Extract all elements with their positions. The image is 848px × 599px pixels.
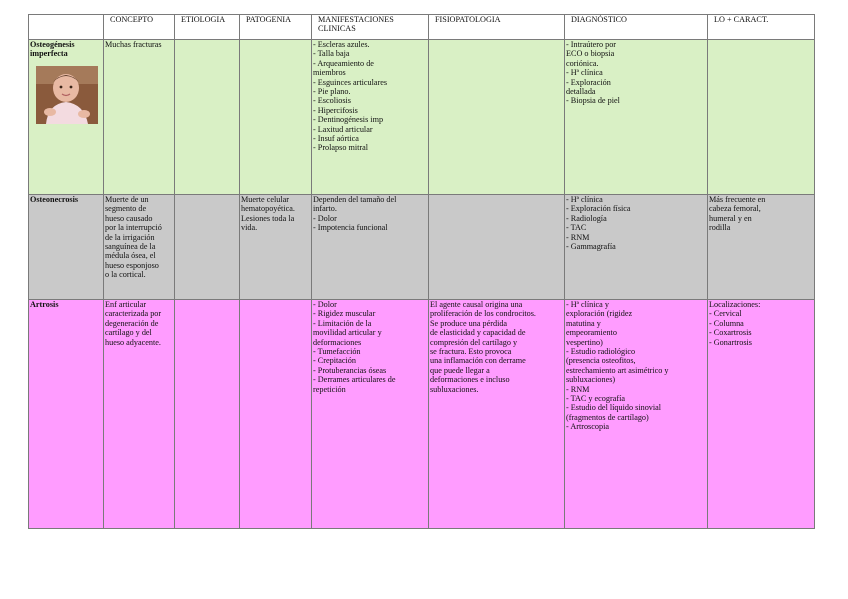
header-empty <box>29 15 104 40</box>
cell-line: - Coxartrosis <box>709 328 752 338</box>
disease-name-cell <box>29 300 104 529</box>
cell-line: - Hipercifosis <box>313 105 358 115</box>
fisiopatologia-cell <box>429 40 565 195</box>
cell-line: - Esguinces articulares <box>313 77 388 87</box>
cell-line: - Dentinogénesis imp <box>313 115 384 125</box>
cell-line: hueso causado <box>105 213 153 223</box>
cell-line: exploración (rigidez <box>566 309 633 319</box>
pathology-table <box>28 14 815 529</box>
cell-line: infarto. <box>313 204 337 214</box>
manifestaciones-cell <box>312 40 429 195</box>
cell-line: subluxaciones) <box>566 375 616 385</box>
cell-line: Se produce una pérdida <box>430 318 508 328</box>
cell-line: caracterizada por <box>105 309 162 319</box>
cell-line: Localizaciones: <box>709 300 761 309</box>
cell-line: - Impotencia funcional <box>313 223 388 233</box>
cell-line: por la interrupció <box>105 223 162 233</box>
cell-line: matutina y <box>566 318 601 328</box>
cell-line: - Hª clínica <box>566 195 603 204</box>
header-concepto: CONCEPTO <box>104 15 175 40</box>
cell-line: - RNM <box>566 232 590 242</box>
cell-line: - Intraútero por <box>566 40 617 49</box>
concepto-cell <box>104 40 175 195</box>
cell-line: Dependen del tamaño del <box>313 195 397 204</box>
cell-line: - Talla baja <box>313 49 350 59</box>
cell-line: proliferación de los condrocitos. <box>430 309 536 319</box>
cell-line: hueso esponjoso <box>105 260 159 270</box>
cell-line: - Radiología <box>566 213 607 223</box>
cell-line: Osteogénesis <box>30 40 75 49</box>
cell-line: - Rigidez muscular <box>313 309 376 319</box>
disease-name-cell <box>29 195 104 300</box>
cell-line: - Gammagrafía <box>566 242 616 252</box>
patogenia-cell <box>240 195 312 300</box>
cell-line: Muerte celular <box>241 195 289 204</box>
cell-line: (fragmentos de cartílago) <box>566 412 649 422</box>
cell-line: detallada <box>566 87 596 97</box>
baby-photo <box>36 66 98 124</box>
header-caract: LO + CARACT. <box>708 15 815 40</box>
cell-line: Lesiones toda la <box>241 213 295 223</box>
cell-line: se fractura. Esto provoca <box>430 347 512 357</box>
etiologia-cell <box>175 40 240 195</box>
diagnostico-cell <box>565 300 708 529</box>
cell-line: - Protuberancias óseas <box>313 365 387 375</box>
etiologia-cell <box>175 300 240 529</box>
cell-line: - Escleras azules. <box>313 40 370 49</box>
cell-line: cabeza femoral, <box>709 204 761 214</box>
cell-line: - Exploración <box>566 77 611 87</box>
cell-line: humeral y en <box>709 213 752 223</box>
cell-line: Más frecuente en <box>709 195 766 204</box>
cell-line: - Arqueamiento de <box>313 58 374 68</box>
cell-line: - Crepitación <box>313 356 356 366</box>
header-manifestaciones: MANIFESTACIONES CLINICAS <box>312 15 429 40</box>
cell-line: - TAC <box>566 223 587 233</box>
cell-line: Enf articular <box>105 300 147 309</box>
cell-line: ECO o biopsia <box>566 49 615 59</box>
cell-line: repetición <box>313 384 346 394</box>
diagnostico-cell <box>565 195 708 300</box>
cell-line: El agente causal origina una <box>430 300 523 309</box>
cell-line: compresión del cartílago y <box>430 337 518 347</box>
cell-line: de la irrigación <box>105 232 155 242</box>
cell-line: de elasticidad y capacidad de <box>430 328 526 338</box>
cell-line: - Estudio radiológico <box>566 347 636 357</box>
header-diagnostico: DIAGNÓSTICO <box>565 15 708 40</box>
cell-line: hueso adyacente. <box>105 337 161 347</box>
cell-line: hematopoyética. <box>241 204 295 214</box>
cell-line: - Hª clínica <box>566 68 603 78</box>
cell-line: - Prolapso mitral <box>313 143 369 153</box>
cell-line: estrechamiento art asimétrico y <box>566 365 669 375</box>
cell-line: sanguínea de la <box>105 242 156 252</box>
cell-line: - Pie plano. <box>313 87 351 97</box>
cell-line: - Hª clínica y <box>566 300 609 309</box>
manifestaciones-cell <box>312 195 429 300</box>
cell-line: - Tumefacción <box>313 347 361 357</box>
caract-cell <box>708 40 815 195</box>
cell-line: imperfecta <box>30 49 68 59</box>
cell-line: - Dolor <box>313 300 337 309</box>
cell-line: Muchas fracturas <box>105 40 162 49</box>
cell-line: empeoramiento <box>566 328 617 338</box>
cell-line: deformaciones <box>313 337 362 347</box>
cell-line: degeneración de <box>105 318 159 328</box>
cell-line: - Artroscopia <box>566 422 609 432</box>
header-fisiopatologia: FISIOPATOLOGIA <box>429 15 565 40</box>
concepto-cell <box>104 195 175 300</box>
cell-line: cartílago y del <box>105 328 152 338</box>
cell-line: - RNM <box>566 384 590 394</box>
cell-line: - Derrames articulares de <box>313 375 396 385</box>
patogenia-cell <box>240 300 312 529</box>
table-row <box>29 300 815 529</box>
cell-line: Muerte de un <box>105 195 149 204</box>
cell-line: o la cortical. <box>105 270 146 280</box>
cell-line: - Insuf aórtica <box>313 134 359 144</box>
header-patogenia: PATOGENIA <box>240 15 312 40</box>
cell-line: - Gonartrosis <box>709 337 752 347</box>
diagnostico-cell <box>565 40 708 195</box>
cell-line: vida. <box>241 223 258 233</box>
fisiopatologia-cell <box>429 195 565 300</box>
cell-line: que puede llegar a <box>430 365 490 375</box>
cell-line: Artrosis <box>30 300 59 309</box>
cell-line: subluxaciones. <box>430 384 479 394</box>
cell-line: - Biopsia de piel <box>566 96 620 106</box>
cell-line: - TAC y ecografía <box>566 394 625 404</box>
cell-line: una inflamación con derrame <box>430 356 526 366</box>
table-row <box>29 195 815 300</box>
cell-line: - Dolor <box>313 213 337 223</box>
cell-line: - Limitación de la <box>313 318 372 328</box>
cell-line: - Laxitud articular <box>313 124 373 134</box>
cell-line: - Columna <box>709 318 744 328</box>
caract-cell <box>708 195 815 300</box>
cell-line: - Exploración física <box>566 204 631 214</box>
cell-line: - Cervical <box>709 309 742 319</box>
concepto-cell <box>104 300 175 529</box>
cell-line: coriónica. <box>566 58 599 68</box>
cell-line: - Estudio del líquido sinovial <box>566 403 662 413</box>
cell-line: - Escoliosis <box>313 96 351 106</box>
fisiopatologia-cell <box>429 300 565 529</box>
cell-line: vespertino) <box>566 337 603 347</box>
cell-line: deformaciones e incluso <box>430 375 510 385</box>
cell-line: rodilla <box>709 223 731 233</box>
cell-line: médula ósea, el <box>105 251 156 261</box>
cell-line: miembros <box>313 68 346 78</box>
cell-line: movilidad articular y <box>313 328 382 338</box>
cell-line: (presencia osteofitos, <box>566 356 636 366</box>
table-row <box>29 40 815 195</box>
header-etiologia: ETIOLOGIA <box>175 15 240 40</box>
disease-name-cell <box>29 40 104 195</box>
manifestaciones-cell <box>312 300 429 529</box>
cell-line: segmento de <box>105 204 147 214</box>
patogenia-cell <box>240 40 312 195</box>
etiologia-cell <box>175 195 240 300</box>
header-row <box>29 15 815 40</box>
cell-line: Osteonecrosis <box>30 195 79 204</box>
caract-cell <box>708 300 815 529</box>
